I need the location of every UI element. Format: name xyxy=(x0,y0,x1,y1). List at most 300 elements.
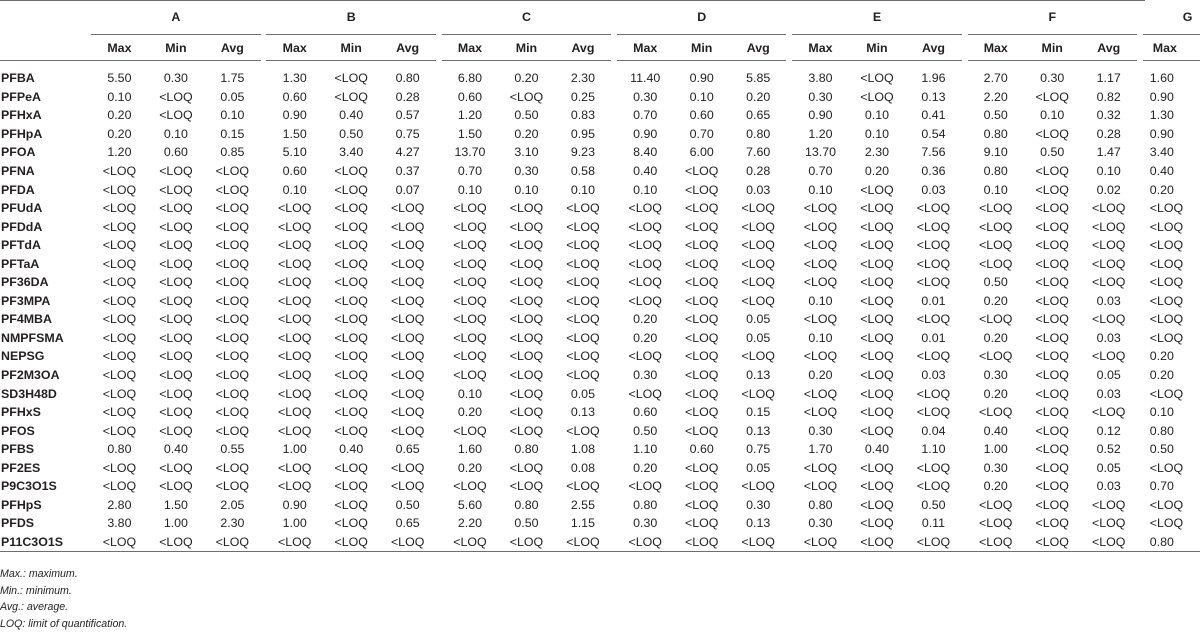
table-row xyxy=(0,180,1200,199)
cell-c-max: <LOQ xyxy=(453,201,487,216)
table-row xyxy=(0,143,1200,162)
cell-e-max: 0.10 xyxy=(808,330,833,345)
body-spacer xyxy=(0,61,1200,70)
cell-b-min: 0.40 xyxy=(339,108,364,123)
cell-d-max: 0.90 xyxy=(633,126,658,141)
row-compound-name: PFUdA xyxy=(1,201,43,216)
cell-c-min: 0.80 xyxy=(514,442,539,457)
cell-b-min: <LOQ xyxy=(334,349,368,364)
cell-f-max: <LOQ xyxy=(979,516,1013,531)
cell-e-max: <LOQ xyxy=(803,219,838,234)
cell-c-min: <LOQ xyxy=(509,349,544,364)
cell-b-min: <LOQ xyxy=(334,312,368,327)
cell-b-min: <LOQ xyxy=(334,479,368,494)
subheader-max-g: Max xyxy=(1143,35,1200,61)
cell-b-min: <LOQ xyxy=(334,516,368,531)
cell-e-avg: 0.36 xyxy=(921,164,946,178)
cell-d-min: <LOQ xyxy=(684,201,719,216)
cell-e-avg: <LOQ xyxy=(916,238,951,253)
row-compound-name: PFHxA xyxy=(1,108,42,123)
cell-e-avg: 0.41 xyxy=(921,108,946,123)
cell-c-max: <LOQ xyxy=(453,479,487,494)
cell-e-min: <LOQ xyxy=(860,182,894,197)
cell-g-max: <LOQ xyxy=(1149,386,1184,401)
cell-b-min: 0.50 xyxy=(339,126,364,141)
cell-d-avg: 0.15 xyxy=(746,405,771,420)
cell-a-avg: <LOQ xyxy=(215,219,250,234)
cell-b-avg: 0.28 xyxy=(395,89,420,104)
table-row xyxy=(0,384,1200,403)
cell-f-min: <LOQ xyxy=(1035,164,1069,178)
cell-c-max: 13.70 xyxy=(454,145,486,160)
cell-e-min: <LOQ xyxy=(860,201,894,216)
cell-a-min: <LOQ xyxy=(159,164,193,178)
cell-d-min: <LOQ xyxy=(684,386,719,401)
cell-f-min: <LOQ xyxy=(1035,201,1069,216)
cell-d-max: <LOQ xyxy=(628,275,662,290)
cell-f-avg: 0.12 xyxy=(1096,423,1121,438)
cell-a-avg: <LOQ xyxy=(215,368,250,383)
cell-c-min: 3.10 xyxy=(514,145,539,160)
cell-b-max: <LOQ xyxy=(277,349,312,364)
cell-c-min: 0.80 xyxy=(514,497,539,512)
cell-d-min: <LOQ xyxy=(684,516,719,531)
cell-a-avg: <LOQ xyxy=(215,238,250,253)
row-compound-name: PF36DA xyxy=(1,275,49,290)
cell-f-min: <LOQ xyxy=(1035,405,1069,420)
group-header-a: A xyxy=(91,0,260,35)
row-compound-name: PF3MPA xyxy=(1,293,51,308)
table-row xyxy=(0,421,1200,440)
cell-c-avg: 0.25 xyxy=(570,89,595,104)
cell-c-min: 0.50 xyxy=(514,108,539,123)
cell-e-min: 0.10 xyxy=(864,108,890,123)
cell-g-max: 1.60 xyxy=(1149,71,1174,86)
cell-c-max: 1.50 xyxy=(457,126,482,141)
cell-f-min: <LOQ xyxy=(1035,293,1069,308)
cell-d-min: <LOQ xyxy=(684,423,719,438)
table-row xyxy=(0,533,1200,552)
table-row xyxy=(0,273,1200,292)
cell-a-avg: 0.15 xyxy=(220,126,245,141)
cell-a-avg: <LOQ xyxy=(204,533,260,552)
cell-f-max: 0.50 xyxy=(983,108,1008,123)
cell-b-avg: <LOQ xyxy=(390,256,425,271)
cell-b-max: 0.90 xyxy=(282,108,307,123)
cell-a-max: <LOQ xyxy=(102,293,137,308)
cell-g-max: <LOQ xyxy=(1149,238,1184,253)
cell-c-max: <LOQ xyxy=(453,256,487,271)
cell-f-min: 0.30 xyxy=(1040,71,1065,86)
cell-d-avg: 0.13 xyxy=(746,423,771,438)
cell-d-max: <LOQ xyxy=(628,256,662,271)
cell-b-min: <LOQ xyxy=(334,460,368,475)
cell-a-min: <LOQ xyxy=(148,533,204,552)
cell-e-avg: <LOQ xyxy=(916,386,951,401)
cell-b-min: <LOQ xyxy=(334,182,368,197)
cell-e-avg: 0.54 xyxy=(921,126,946,141)
cell-d-min: <LOQ xyxy=(684,182,719,197)
cell-a-min: <LOQ xyxy=(159,182,193,197)
cell-e-min: 0.40 xyxy=(864,442,890,457)
cell-c-avg: 1.15 xyxy=(570,516,595,531)
cell-e-max: <LOQ xyxy=(803,405,838,420)
cell-d-min: 0.60 xyxy=(689,442,714,457)
cell-b-avg: <LOQ xyxy=(390,349,425,364)
group-header-f: F xyxy=(968,0,1137,35)
cell-d-max: <LOQ xyxy=(628,201,662,216)
group-header-row xyxy=(0,0,1200,35)
cell-a-max: 2.80 xyxy=(107,497,132,512)
cell-g-max: <LOQ xyxy=(1149,516,1184,531)
cell-d-avg: <LOQ xyxy=(741,275,775,290)
cell-b-avg: <LOQ xyxy=(390,238,425,253)
cell-d-avg: 5.85 xyxy=(746,71,771,86)
cell-f-avg: <LOQ xyxy=(1092,516,1126,531)
subheader-avg-a: Avg xyxy=(204,35,260,61)
cell-e-min: <LOQ xyxy=(860,516,894,531)
cell-d-avg: 0.65 xyxy=(746,108,771,123)
cell-a-max: <LOQ xyxy=(102,330,137,345)
cell-g-max: <LOQ xyxy=(1149,497,1184,512)
subheader-avg-c: Avg xyxy=(555,35,611,61)
cell-b-min: <LOQ xyxy=(334,238,368,253)
cell-c-max: <LOQ xyxy=(453,293,487,308)
cell-a-max: <LOQ xyxy=(102,423,137,438)
cell-f-avg: 0.03 xyxy=(1096,386,1121,401)
cell-e-avg: 0.11 xyxy=(921,516,946,531)
cell-a-max: <LOQ xyxy=(102,256,137,271)
row-compound-name: PFOS xyxy=(1,423,35,438)
cell-b-max: <LOQ xyxy=(277,405,312,420)
cell-d-max: 0.30 xyxy=(633,89,658,104)
cell-b-min: <LOQ xyxy=(334,423,368,438)
cell-d-min: <LOQ xyxy=(673,533,729,552)
cell-e-avg: <LOQ xyxy=(916,460,951,475)
cell-c-max: 0.20 xyxy=(457,460,482,475)
cell-f-max: <LOQ xyxy=(979,497,1013,512)
cell-d-avg: 0.75 xyxy=(746,442,771,457)
cell-a-min: <LOQ xyxy=(159,312,193,327)
cell-a-avg: <LOQ xyxy=(215,164,250,178)
cell-e-max: <LOQ xyxy=(803,312,838,327)
cell-e-avg: <LOQ xyxy=(916,479,951,494)
cell-b-min: <LOQ xyxy=(334,497,368,512)
cell-b-avg: <LOQ xyxy=(390,275,425,290)
cell-c-avg: <LOQ xyxy=(555,533,611,552)
row-compound-name: P9C3O1S xyxy=(1,479,57,494)
cell-e-max: 1.70 xyxy=(808,442,833,457)
cell-d-min: <LOQ xyxy=(684,497,719,512)
cell-e-avg: <LOQ xyxy=(916,405,951,420)
cell-f-avg: 0.03 xyxy=(1096,293,1121,308)
cell-d-avg: 0.13 xyxy=(746,516,771,531)
cell-f-avg: <LOQ xyxy=(1092,349,1126,364)
cell-f-min: 0.10 xyxy=(1040,108,1065,123)
cell-c-avg: <LOQ xyxy=(566,201,600,216)
cell-g-max: <LOQ xyxy=(1149,275,1184,290)
cell-c-avg: 0.83 xyxy=(570,108,595,123)
cell-g-max: <LOQ xyxy=(1149,330,1184,345)
cell-b-avg: <LOQ xyxy=(390,405,425,420)
cell-b-max: <LOQ xyxy=(277,386,312,401)
row-compound-name: SD3H48D xyxy=(1,386,57,401)
cell-e-max: <LOQ xyxy=(803,479,838,494)
subheader-min-c: Min xyxy=(498,35,554,61)
cell-f-max: 0.40 xyxy=(983,423,1008,438)
cell-a-avg: 1.75 xyxy=(220,71,245,86)
cell-g-max: <LOQ xyxy=(1149,460,1184,475)
cell-d-avg: 0.20 xyxy=(746,89,771,104)
cell-f-avg: 0.05 xyxy=(1096,460,1121,475)
cell-f-avg: 1.17 xyxy=(1096,71,1121,86)
cell-f-max: 0.20 xyxy=(983,330,1008,345)
cell-c-min: <LOQ xyxy=(498,533,554,552)
cell-f-min: <LOQ xyxy=(1035,182,1069,197)
table-row xyxy=(0,125,1200,144)
cell-f-min: <LOQ xyxy=(1024,533,1080,552)
cell-b-avg: 4.27 xyxy=(395,145,420,160)
cell-d-avg: <LOQ xyxy=(741,219,775,234)
cell-d-min: <LOQ xyxy=(684,275,719,290)
cell-b-max: 1.30 xyxy=(282,71,307,86)
cell-c-min: <LOQ xyxy=(509,386,544,401)
cell-e-min: <LOQ xyxy=(860,330,894,345)
cell-d-max: 1.10 xyxy=(633,442,658,457)
cell-a-max: <LOQ xyxy=(102,479,137,494)
cell-b-min: <LOQ xyxy=(334,256,368,271)
cell-a-max: <LOQ xyxy=(91,533,147,552)
cell-e-max: <LOQ xyxy=(803,349,838,364)
cell-a-max: 0.20 xyxy=(107,126,132,141)
row-compound-name: PF2M3OA xyxy=(1,368,60,383)
cell-b-avg: 0.50 xyxy=(395,497,420,512)
cell-g-max: 0.50 xyxy=(1149,442,1174,457)
row-compound-name: PFTaA xyxy=(1,256,40,271)
cell-g-max: <LOQ xyxy=(1149,201,1184,216)
cell-c-min: <LOQ xyxy=(509,275,544,290)
cell-b-max: 0.60 xyxy=(282,89,307,104)
cell-b-avg: <LOQ xyxy=(390,423,425,438)
cell-b-max: 0.10 xyxy=(282,182,307,197)
cell-c-avg: 0.10 xyxy=(570,182,595,197)
cell-g-max: 1.30 xyxy=(1149,108,1174,123)
cell-e-avg: <LOQ xyxy=(916,275,951,290)
cell-g-max: <LOQ xyxy=(1149,219,1184,234)
cell-f-min: <LOQ xyxy=(1035,275,1069,290)
table-row xyxy=(0,69,1200,88)
table-row xyxy=(0,458,1200,477)
cell-b-max: 0.90 xyxy=(282,497,307,512)
cell-e-min: 2.30 xyxy=(864,145,890,160)
cell-c-min: <LOQ xyxy=(509,238,544,253)
subheader-avg-b: Avg xyxy=(379,35,435,61)
cell-a-avg: <LOQ xyxy=(215,330,250,345)
subheader-avg-d: Avg xyxy=(730,35,786,61)
cell-f-avg: 0.03 xyxy=(1096,330,1121,345)
table-row xyxy=(0,217,1200,236)
cell-f-max: <LOQ xyxy=(979,405,1013,420)
cell-e-max: 0.10 xyxy=(808,293,833,308)
group-header-d: D xyxy=(617,0,786,35)
cell-c-avg: <LOQ xyxy=(566,238,600,253)
cell-a-max: <LOQ xyxy=(102,238,137,253)
cell-b-min: <LOQ xyxy=(334,275,368,290)
cell-e-max: 0.90 xyxy=(808,108,833,123)
cell-c-max: 0.60 xyxy=(457,89,482,104)
cell-c-avg: <LOQ xyxy=(566,479,600,494)
cell-e-avg: 0.01 xyxy=(921,330,946,345)
cell-e-min: <LOQ xyxy=(860,423,894,438)
cell-d-min: <LOQ xyxy=(684,256,719,271)
subheader-min-b: Min xyxy=(323,35,379,61)
cell-e-max: <LOQ xyxy=(803,256,838,271)
subheader-blank-cell xyxy=(0,35,91,61)
cell-d-max: 0.70 xyxy=(633,108,658,123)
cell-e-avg: 0.01 xyxy=(921,293,946,308)
cell-g-max: 0.70 xyxy=(1149,479,1174,494)
subheader-max-d: Max xyxy=(617,35,673,61)
cell-d-max: 11.40 xyxy=(630,71,661,86)
cell-a-max: 0.10 xyxy=(107,89,132,104)
cell-a-min: <LOQ xyxy=(159,349,193,364)
cell-g-max: <LOQ xyxy=(1149,312,1184,327)
cell-f-max: <LOQ xyxy=(979,219,1013,234)
cell-d-max: <LOQ xyxy=(617,533,673,552)
subheader-avg-f: Avg xyxy=(1080,35,1136,61)
cell-b-max: <LOQ xyxy=(277,256,312,271)
cell-c-max: 0.20 xyxy=(457,405,482,420)
cell-c-avg: <LOQ xyxy=(566,312,600,327)
cell-d-min: <LOQ xyxy=(684,405,719,420)
cell-c-min: <LOQ xyxy=(509,405,544,420)
cell-d-avg: <LOQ xyxy=(741,293,775,308)
cell-a-min: <LOQ xyxy=(159,201,193,216)
cell-b-avg: <LOQ xyxy=(390,460,425,475)
cell-f-min: <LOQ xyxy=(1035,479,1069,494)
cell-e-max: 0.20 xyxy=(808,368,833,383)
table-row xyxy=(0,199,1200,218)
cell-e-min: <LOQ xyxy=(860,479,894,494)
cell-a-min: <LOQ xyxy=(159,108,193,123)
table-row xyxy=(0,347,1200,366)
cell-a-max: 0.80 xyxy=(107,442,132,457)
cell-a-max: <LOQ xyxy=(102,182,137,197)
cell-b-max: <LOQ xyxy=(277,330,312,345)
table-row xyxy=(0,514,1200,533)
cell-e-max: <LOQ xyxy=(803,238,838,253)
cell-e-max: 0.80 xyxy=(808,497,833,512)
cell-a-min: 1.50 xyxy=(163,497,188,512)
cell-c-min: 0.20 xyxy=(514,71,539,86)
cell-f-max: 0.30 xyxy=(983,368,1008,383)
cell-d-avg: 0.13 xyxy=(746,368,771,383)
cell-d-min: <LOQ xyxy=(684,238,719,253)
cell-c-avg: <LOQ xyxy=(566,275,600,290)
cell-f-avg: <LOQ xyxy=(1092,201,1126,216)
cell-e-min: <LOQ xyxy=(860,275,894,290)
cell-a-max: <LOQ xyxy=(102,219,137,234)
row-compound-name: PFDA xyxy=(1,182,35,197)
row-compound-name: PF4MBA xyxy=(1,312,52,327)
cell-a-max: <LOQ xyxy=(102,368,137,383)
cell-e-min: <LOQ xyxy=(860,349,894,364)
cell-d-min: <LOQ xyxy=(684,312,719,327)
cell-f-min: <LOQ xyxy=(1035,219,1069,234)
cell-d-max: 0.20 xyxy=(633,460,658,475)
cell-f-max: 0.20 xyxy=(983,479,1008,494)
cell-c-max: 1.20 xyxy=(457,108,482,123)
cell-c-max: <LOQ xyxy=(453,368,487,383)
cell-f-min: <LOQ xyxy=(1035,497,1069,512)
cell-f-max: <LOQ xyxy=(968,533,1024,552)
cell-b-max: <LOQ xyxy=(277,312,312,327)
cell-e-max: 0.70 xyxy=(808,164,833,178)
cell-b-avg: <LOQ xyxy=(390,201,425,216)
cell-b-max: 0.60 xyxy=(282,164,307,178)
cell-f-avg: 0.10 xyxy=(1096,164,1121,178)
cell-a-max: <LOQ xyxy=(102,275,137,290)
cell-e-min: <LOQ xyxy=(860,219,894,234)
cell-b-max: <LOQ xyxy=(277,368,312,383)
cell-b-avg: 0.07 xyxy=(395,182,420,197)
cell-b-avg: 0.65 xyxy=(395,442,420,457)
cell-f-min: <LOQ xyxy=(1035,368,1069,383)
cell-e-min: <LOQ xyxy=(860,312,894,327)
cell-g-max: 0.20 xyxy=(1149,368,1174,383)
cell-e-avg: <LOQ xyxy=(916,256,951,271)
table-body xyxy=(0,61,1200,552)
cell-a-avg: <LOQ xyxy=(215,182,250,197)
subheader-max-f: Max xyxy=(968,35,1024,61)
cell-f-min: <LOQ xyxy=(1035,256,1069,271)
cell-a-min: <LOQ xyxy=(159,238,193,253)
cell-b-min: <LOQ xyxy=(334,386,368,401)
cell-g-max: 0.90 xyxy=(1149,126,1174,141)
cell-f-max: <LOQ xyxy=(979,201,1013,216)
table-row xyxy=(0,254,1200,273)
cell-a-min: <LOQ xyxy=(159,293,193,308)
cell-c-max: 0.10 xyxy=(457,386,482,401)
cell-b-avg: 0.57 xyxy=(395,108,420,123)
cell-c-min: <LOQ xyxy=(509,368,544,383)
cell-f-max: 2.20 xyxy=(983,89,1008,104)
cell-d-avg: <LOQ xyxy=(741,238,775,253)
cell-a-avg: <LOQ xyxy=(215,201,250,216)
cell-b-avg: 0.75 xyxy=(395,126,420,141)
cell-a-min: <LOQ xyxy=(159,330,193,345)
cell-f-max: 9.10 xyxy=(983,145,1008,160)
cell-a-min: 0.10 xyxy=(163,126,188,141)
row-compound-name: PFTdA xyxy=(1,238,41,253)
row-compound-name: PFBS xyxy=(1,442,35,457)
cell-d-max: 0.10 xyxy=(633,182,658,197)
cell-e-min: <LOQ xyxy=(849,533,905,552)
cell-d-max: 0.30 xyxy=(633,516,658,531)
cell-d-max: <LOQ xyxy=(628,479,662,494)
cell-g-max: 0.20 xyxy=(1149,349,1174,364)
cell-b-avg: 0.65 xyxy=(395,516,420,531)
cell-e-min: <LOQ xyxy=(860,368,894,383)
cell-a-max: 1.20 xyxy=(107,145,132,160)
cell-c-max: 2.20 xyxy=(457,516,482,531)
cell-b-max: <LOQ xyxy=(277,423,312,438)
cell-a-avg: 0.55 xyxy=(220,442,245,457)
cell-c-max: 0.10 xyxy=(457,182,482,197)
subheader-max-a: Max xyxy=(91,35,147,61)
cell-b-min: <LOQ xyxy=(334,164,368,178)
cell-f-min: <LOQ xyxy=(1035,349,1069,364)
